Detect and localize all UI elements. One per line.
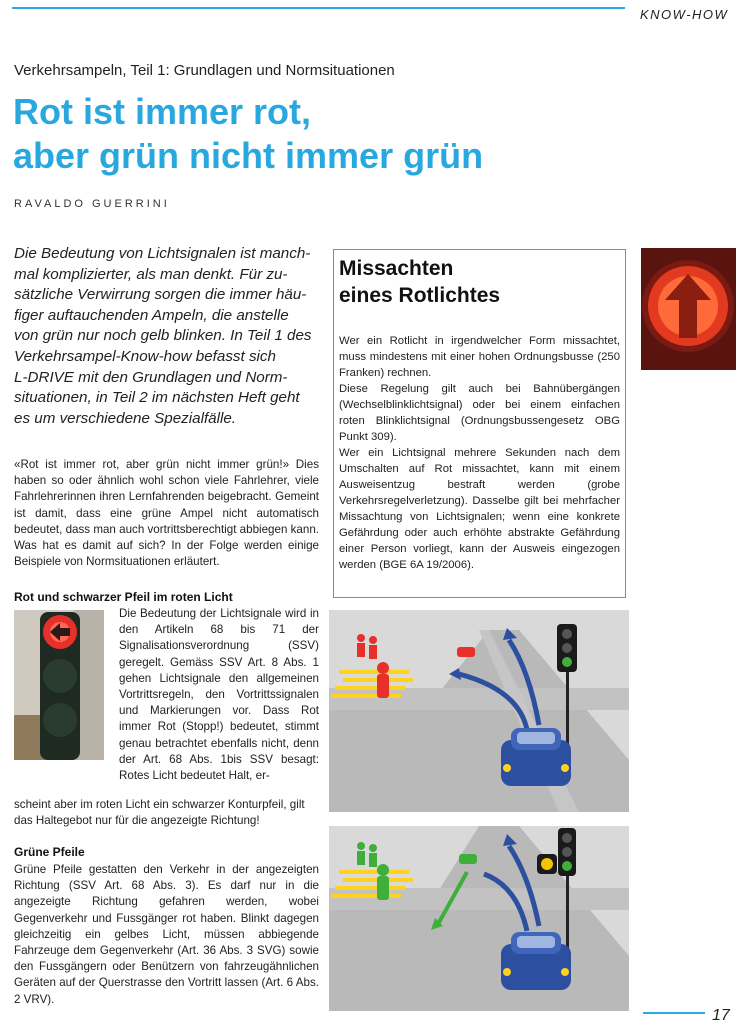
traffic-light-photo	[14, 610, 104, 760]
headline-line-1: Rot ist immer rot,	[13, 91, 312, 132]
series-title: Verkehrsampeln, Teil 1: Grundlagen und Normsituationen	[14, 62, 395, 79]
red-arrow-signal-photo	[641, 248, 736, 370]
lead-line: figer auftauchenden Ampeln, die anstelle	[14, 306, 289, 324]
lead-line: sätzliche Verwirrung sorgen die immer häu-	[14, 286, 307, 304]
info-box-title-line-2: eines Rotlichtes	[339, 284, 501, 307]
lead-line: Die Bedeutung von Lichtsignalen ist manch-	[14, 245, 311, 262]
headline	[13, 90, 613, 178]
traffic-light-red-arrow-icon	[14, 610, 104, 760]
car-icon	[501, 728, 571, 786]
section2-text: Grüne Pfeile gestatten den Verkehr in der angezeigten Richtung (SSV Art. 68 Abs. 3). Es darf nur in die angezeigte Richtung gefahren werden, wobei Gegenverkehr und Fussgänger rot haben. Blinkt dagegen gleichzeitig ein gelbes Licht, müssen abbiegende Fahrzeuge dem Gegenverkehr (Art. 36 Abs. 3 SVG) sowie den Fussgängern oder Benützern von fahrzeugähnlichen Geräten auf der Querstrasse den Vortritt lassen (Art. 6 Abs. 2 VRV).	[14, 863, 319, 1006]
lead-line: situationen, in Teil 2 im nächsten Heft geht	[14, 389, 300, 407]
lead-line: mal komplizierter, als man denkt. Für zu-	[14, 265, 288, 283]
intersection-green-illustration	[329, 826, 629, 1011]
lead-paragraph	[14, 244, 319, 429]
section-label: KNOW-HOW	[640, 7, 729, 22]
info-box-title	[339, 255, 500, 309]
section1-text-full: scheint aber im roten Licht ein schwarzer Konturpfeil, gilt das Haltegebot nur für die angezeigte Richtung!	[14, 798, 305, 828]
info-box-paragraph: Diese Regelung gilt auch bei Bahnübergängen (Wechselblinklichtsignal) oder bei einem einfachen roten Blinklichtsignal (Ordnungsbussengesetz OBG Punkt 309).	[339, 383, 620, 443]
info-box-paragraph: Wer ein Lichtsignal mehrere Sekunden nach dem Umschalten auf Rot missachtet, kann mit einem Ausweisentzug bestraft werden (grobe Verkehrsregelverletzung). Dasselbe gilt bei mehrfacher Missachtung von Lichtsignalen; wenn eine konkrete Gefährdung oder auch erhöhte abstrakte Gefährdung einer Person vorliegt, kann der Ausweis eingezogen werden (BGE 6A 19/2006).	[339, 447, 620, 571]
header-rule	[12, 7, 625, 9]
headline-line-2: aber grün nicht immer grün	[13, 135, 484, 176]
red-arrow-signal-icon	[641, 248, 736, 370]
intersection-diagram-green	[329, 826, 629, 1011]
intro-paragraph: «Rot ist immer rot, aber grün nicht immer grün!» Dies haben so oder ähnlich wohl schon viele Fahrlehrer, viele Fahrlehrerinnen ihren Lernfahrenden beigebracht. Gemeint ist damit, dass eine grüne Ampel nicht automatisch bedeutet, dass man auch vortrittsberechtigt abbiegen kann. Was hat es damit auf sich? In der Folge werden einige Beispiele von Normsituationen erläutert.	[14, 458, 319, 569]
footer-rule	[643, 1012, 705, 1014]
info-box-paragraph: Wer ein Rotlicht in irgendwelcher Form missachtet, muss mindestens mit einer hohen Ordnungsbusse (250 Franken) rechnen.	[339, 335, 620, 379]
section1-text-side: Die Bedeutung der Lichtsignale wird in den Artikeln 68 bis 71 der Signalisationsverordnung (SSV) geregelt. Gemäss SSV Art. 8 Abs. 1 gehen Lichtsignale den allgemeinen Vortrittsregeln, den Vortrittssignalen und Markierungen vor. Dass Rot immer Rot (Stopp!) bedeutet, stimmt genau betrachtet ebenfalls nicht, denn der Art. 68 Abs. 1bis SSV besagt: Rotes Licht bedeutet Halt, er-	[119, 607, 319, 783]
section-heading-green-arrows: Grüne Pfeile	[14, 845, 85, 859]
lead-line: es um verschiedene Spezialfälle.	[14, 409, 237, 427]
lead-line: Verkehrsampel-Know-how befasst sich	[14, 347, 276, 365]
info-box-text	[339, 333, 620, 573]
section-heading-red-arrow: Rot und schwarzer Pfeil im roten Licht	[14, 590, 233, 604]
lead-line: von grün nur noch gelb blinken. In Teil 1 des	[14, 327, 312, 345]
page-number: 17	[712, 1007, 730, 1024]
author: RAVALDO GUERRINI	[14, 198, 170, 210]
info-box-title-line-1: Missachten	[339, 257, 454, 280]
intersection-diagram-red	[329, 610, 629, 812]
intersection-red-illustration	[329, 610, 629, 812]
lead-line: L-DRIVE mit den Grundlagen und Norm-	[14, 368, 288, 386]
car-icon	[501, 932, 571, 990]
